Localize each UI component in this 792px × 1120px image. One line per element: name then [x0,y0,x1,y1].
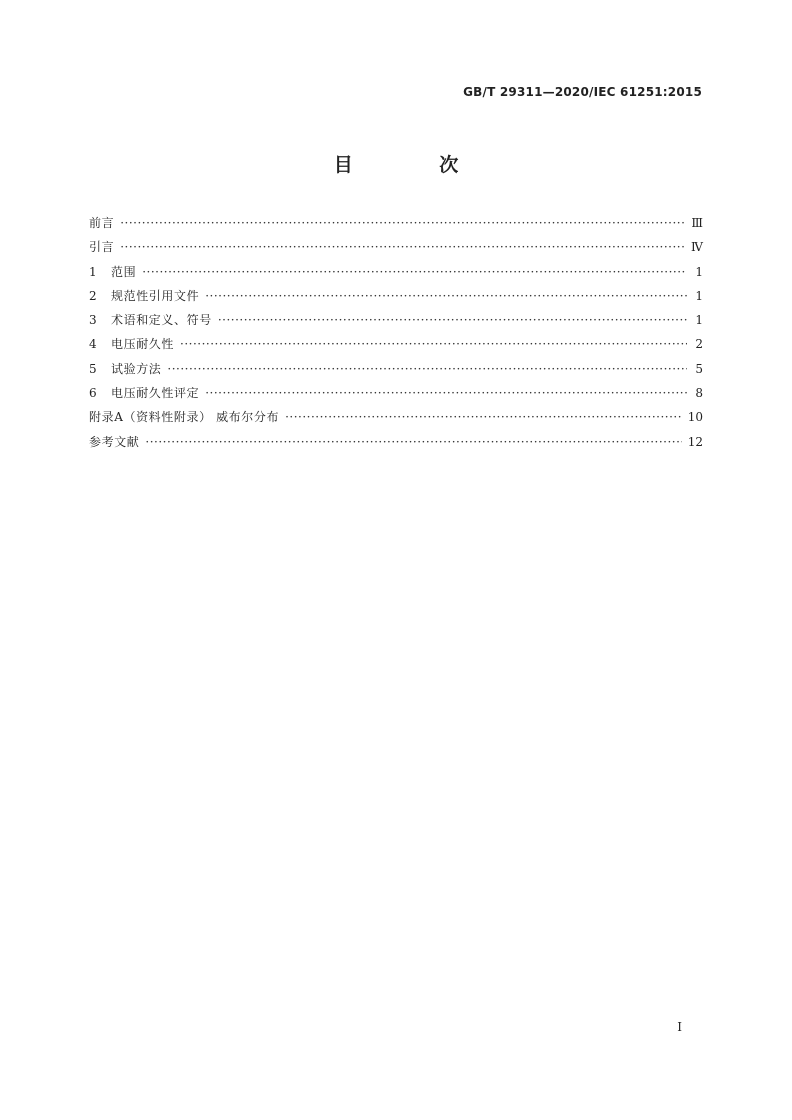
toc-entry-text: 范围 [111,264,137,279]
toc-section-number: 1 [89,264,97,279]
toc-page-number: 5 [695,361,703,376]
toc-entry-text: 电压耐久性评定 [111,386,200,401]
toc-entry-foreword[interactable] [89,215,703,239]
toc-section-number: 3 [89,313,97,328]
toc-entry-text: 规范性引用文件 [111,288,200,303]
toc-page-number: 1 [695,288,703,303]
toc-entry-voltage-endurance[interactable] [89,336,703,360]
toc-entry-bibliography[interactable] [89,434,703,458]
toc-section-number: 5 [89,361,97,376]
toc-leader-dots [205,288,687,304]
toc-leader-dots [142,264,687,280]
toc-entry-introduction[interactable] [89,239,703,263]
toc-entry-annex-a[interactable] [89,409,703,433]
toc-leader-dots [120,239,685,255]
toc-leader-dots [120,215,685,231]
toc-leader-dots [167,361,687,377]
toc-section-number: 2 [89,288,97,303]
table-of-contents [89,215,703,458]
toc-entry-text: 术语和定义、符号 [111,313,212,328]
toc-page-number: 2 [695,337,703,352]
toc-page-number: 12 [687,434,703,449]
toc-page-number: Ⅲ [691,216,703,230]
toc-leader-dots [205,385,687,401]
toc-page-number: 1 [695,313,703,328]
standard-number: GB/T 29311—2020/IEC 61251:2015 [463,85,702,99]
toc-entry-scope[interactable] [89,264,703,288]
toc-entry-normative-references[interactable] [89,288,703,312]
toc-entry-text: 附录A（资料性附录） 威布尔分布 [89,410,280,425]
toc-section-number: 6 [89,386,97,401]
toc-entry-text: 引言 [89,240,115,255]
toc-entry-text: 参考文献 [89,434,140,449]
page-title: 目 次 [333,154,499,176]
toc-entry-test-methods[interactable] [89,361,703,385]
toc-leader-dots [180,336,687,352]
toc-page-number: 8 [695,386,703,401]
toc-entry-terms-definitions[interactable] [89,312,703,336]
toc-leader-dots [145,434,681,450]
toc-page-number: 1 [695,264,703,279]
toc-entry-text: 试验方法 [111,361,162,376]
page-number: I [677,1020,682,1034]
toc-entry-text: 前言 [89,216,115,230]
toc-section-number: 4 [89,337,97,352]
toc-leader-dots [285,409,682,425]
toc-page-number: Ⅳ [691,240,703,255]
toc-leader-dots [218,312,687,328]
toc-entry-text: 电压耐久性 [111,337,175,352]
toc-page-number: 10 [687,410,703,425]
toc-entry-voltage-endurance-evaluation[interactable] [89,385,703,409]
